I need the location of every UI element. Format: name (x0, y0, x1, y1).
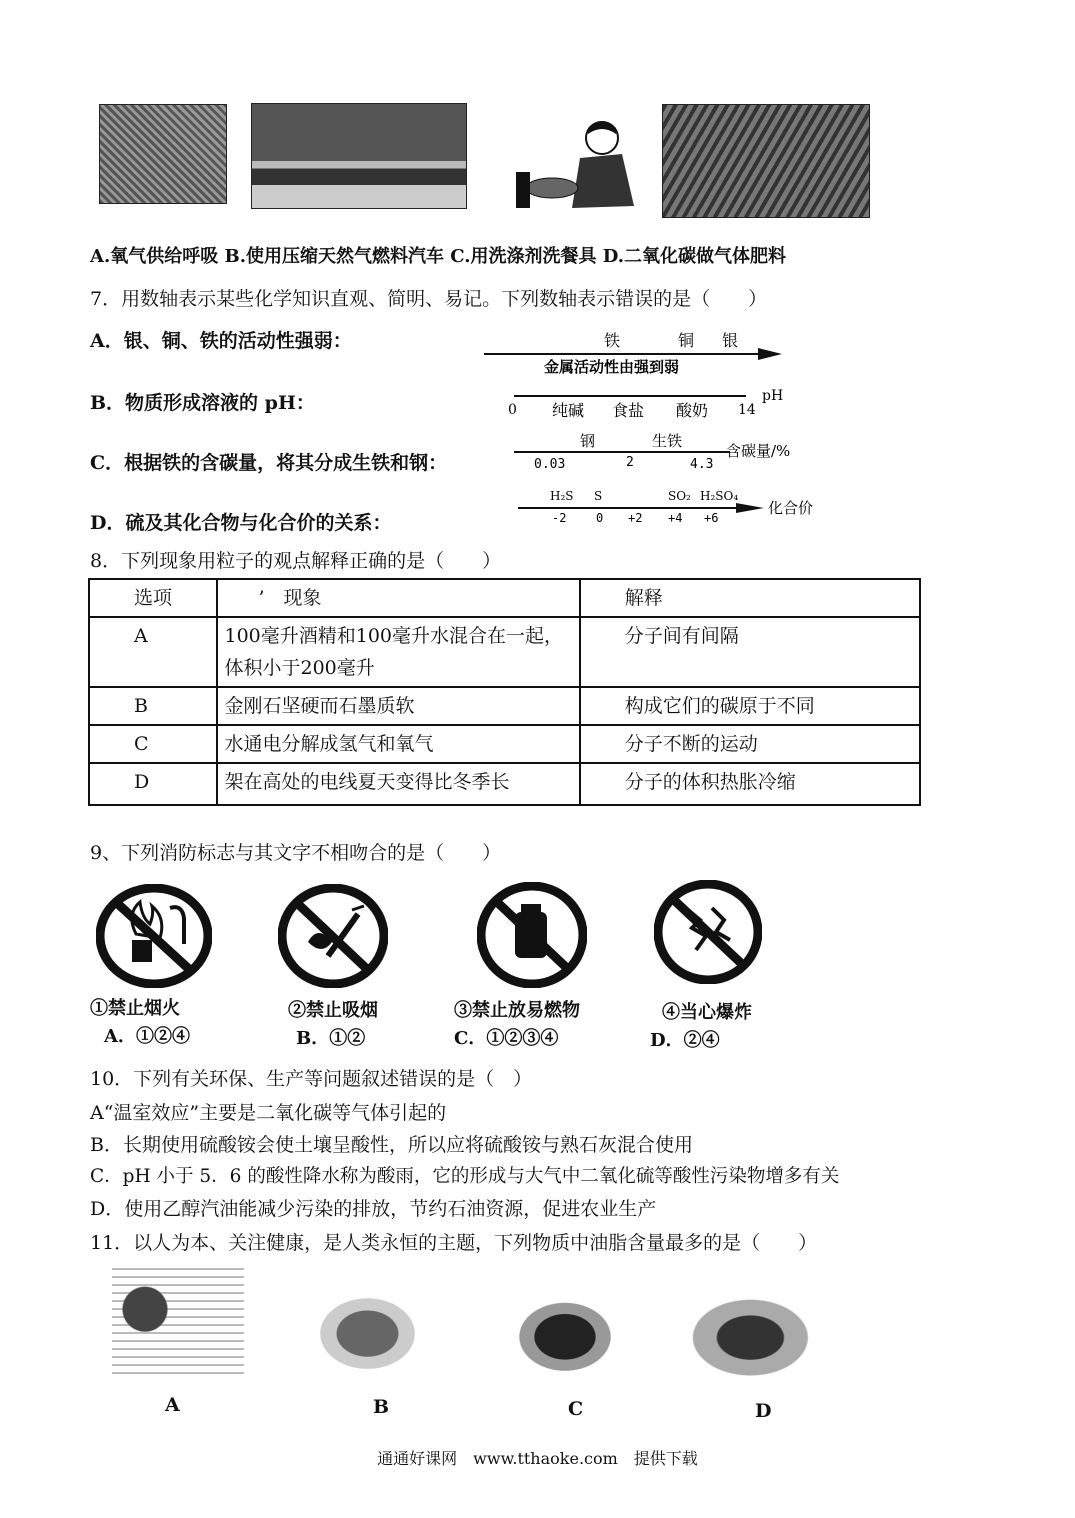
row-phenomenon: 架在高处的电线夏天变得比冬季长 (217, 763, 579, 805)
q7-a-label-iron: 铁 (604, 331, 621, 350)
q7-a-caption: 金属活动性由强到弱 (544, 358, 680, 376)
q7-d-tick-3: +2 (628, 511, 643, 525)
q10-option-c: C．pH 小于 5．6 的酸性降水称为酸雨，它的形成与大气中二氧化硫等酸性污染物增多有关 (90, 1166, 840, 1187)
q7-b-end: 14 (738, 402, 756, 418)
row-option: B (89, 687, 217, 725)
q9-sign-label-4: ④当心爆炸 (662, 1002, 752, 1023)
q9-option-d: D．②④ (650, 1030, 720, 1051)
header-phenomenon: ’ 现象 (217, 579, 579, 617)
q7-axis-a (482, 330, 792, 378)
no-smoking-sign-icon (278, 884, 388, 988)
q11-image-a (112, 1262, 244, 1380)
row-phenomenon: 100毫升酒精和100毫升水混合在一起，体积小于200毫升 (217, 617, 579, 687)
q7-a-label-silver: 银 (722, 331, 739, 350)
q7-option-c: C．根据铁的含碳量，将其分成生铁和钢： (90, 452, 448, 474)
q7-axis-c (512, 430, 812, 472)
row-option: D (89, 763, 217, 805)
no-fire-sign-icon (96, 884, 212, 988)
q7-b-start: 0 (508, 402, 517, 418)
q7-b-label-soda: 纯碱 (552, 401, 585, 420)
q7-axis-b (506, 384, 796, 426)
q7-option-d: D．硫及其化合物与化合价的关系： (90, 512, 392, 534)
q10-option-d: D．使用乙醇汽油能减少污染的排放，节约石油资源，促进农业生产 (90, 1198, 657, 1220)
q7-d-label-h2s: H₂S (550, 489, 574, 503)
q11-label-a: A (165, 1394, 180, 1416)
no-flammables-sign-icon (477, 882, 587, 988)
row-explanation: 分子间有间隔 (580, 617, 920, 687)
q10-stem: 10．下列有关环保、生产等问题叙述错误的是（ ） (90, 1068, 533, 1090)
q7-d-tick-1: -2 (552, 511, 567, 525)
q7-option-b: B．物质形成溶液的 pH： (90, 392, 315, 414)
q7-b-label-salt: 食盐 (612, 401, 645, 420)
table-row (89, 687, 920, 725)
q7-c-tick-3: 4.3 (690, 457, 714, 472)
q7-c-tick-1: 0.03 (534, 457, 566, 472)
q11-label-d: D (755, 1400, 772, 1422)
q7-d-unit: 化合价 (768, 499, 814, 517)
q9-option-c: C．①②③④ (454, 1028, 559, 1049)
q7-d-label-so2: SO₂ (668, 489, 691, 503)
q7-d-label-s: S (594, 489, 603, 503)
q7-option-a: A．银、铜、铁的活动性强弱： (90, 330, 352, 352)
row-explanation: 构成它们的碳原于不同 (580, 687, 920, 725)
photo-washing-dishes (510, 110, 638, 214)
q7-c-unit: 含碳量/% (726, 442, 791, 460)
q11-stem: 11．以人为本、关注健康，是人类永恒的主题，下列物质中油脂含量最多的是（ ） (90, 1232, 818, 1254)
row-option: A (89, 617, 217, 687)
q9-sign-label-2: ②禁止吸烟 (288, 1000, 378, 1021)
q7-stem: 7．用数轴表示某些化学知识直观、简明、易记。下列数轴表示错误的是（ ） (90, 288, 768, 310)
q11-label-b: B (373, 1396, 390, 1418)
photo-greenhouse (662, 104, 870, 218)
q9-sign-label-1: ①禁止烟火 (90, 998, 180, 1019)
header-explanation: 解释 (580, 579, 920, 617)
q7-b-label-yogurt: 酸奶 (676, 401, 709, 420)
q7-d-label-h2so4: H₂SO₄ (700, 489, 739, 503)
q11-image-b (300, 1272, 450, 1384)
q7-c-tick-2: 2 (626, 455, 634, 470)
q7-c-label-pigiron: 生铁 (652, 432, 683, 450)
q10-option-b: B．长期使用硫酸铵会使土壤呈酸性，所以应将硫酸铵与熟石灰混合使用 (90, 1134, 693, 1156)
q7-d-tick-4: +4 (668, 511, 683, 525)
q8-table (88, 578, 921, 806)
q10-option-a: A“温室效应”主要是二氧化碳等气体引起的 (90, 1102, 447, 1124)
q6-options: A.氧气供给呼吸 B.使用压缩天然气燃料汽车 C.用洗涤剂洗餐具 D.二氧化碳做气体肥料 (90, 246, 787, 267)
q7-d-tick-2: 0 (596, 511, 604, 525)
row-explanation: 分子的体积热胀冷缩 (580, 763, 920, 805)
q7-axis-d (516, 484, 836, 526)
table-row (89, 763, 920, 805)
q11-label-c: C (568, 1398, 584, 1420)
row-explanation: 分子不断的运动 (580, 725, 920, 763)
q9-stem: 9、下列消防标志与其文字不相吻合的是（ ） (90, 842, 502, 864)
q7-b-unit: pH (762, 388, 784, 404)
q11-image-d (680, 1268, 856, 1384)
table-header-row (89, 579, 920, 617)
q11-image-c (494, 1284, 636, 1380)
q7-a-label-copper: 铜 (678, 331, 695, 350)
q8-stem: 8．下列现象用粒子的观点解释正确的是（ ） (90, 550, 502, 572)
q7-c-label-steel: 钢 (580, 432, 596, 450)
page-footer: 通通好课网 www.tthaoke.com 提供下载 (377, 1449, 698, 1468)
q9-option-a: A．①②④ (104, 1026, 190, 1047)
q9-sign-label-3: ③禁止放易燃物 (454, 1000, 580, 1021)
table-row (89, 725, 920, 763)
photo-oxygen-breathing (99, 104, 227, 204)
q9-option-b: B．①② (296, 1028, 366, 1049)
photo-cng-bus (251, 103, 467, 209)
explosion-warning-sign-icon (654, 880, 762, 984)
row-phenomenon: 金刚石坚硬而石墨质软 (217, 687, 579, 725)
row-phenomenon: 水通电分解成氢气和氧气 (217, 725, 579, 763)
row-option: C (89, 725, 217, 763)
header-option: 选项 (89, 579, 217, 617)
q7-d-tick-5: +6 (704, 511, 719, 525)
table-row (89, 617, 920, 687)
